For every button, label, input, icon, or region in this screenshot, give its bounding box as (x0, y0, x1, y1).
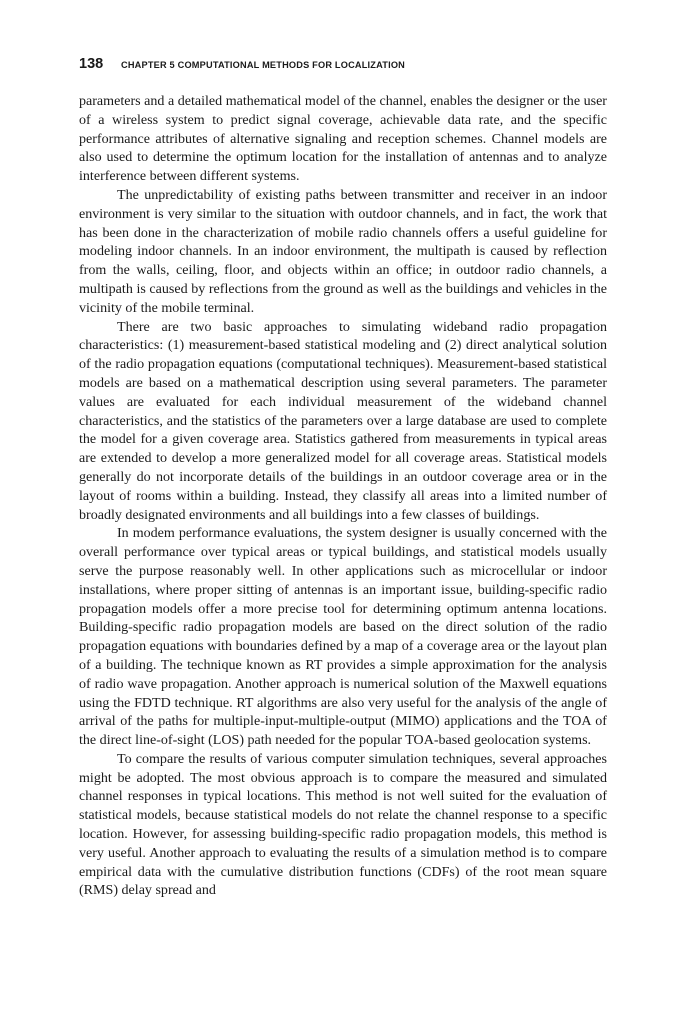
running-header (79, 53, 609, 75)
page-number: 138 (79, 56, 104, 72)
body-text (79, 92, 607, 900)
paragraph-performance-evaluations: In modem performance evaluations, the system designer is usually concerned with the overall performance over typical areas or typical buildings, and statistical models usually serve the purpose reasonably well. In other applications such as microcellular or indoor installations, where proper sitting of antennas is an important issue, building-specific radio propagation models offer a more precise tool for determining optimum antenna locations. Building-specific radio propagation models are based on the direct solution of the radio propagation equations with boundaries defined by a map of a coverage area or the layout plan of a building. The technique known as RT provides a simple approximation for the analysis of radio wave propagation. Another approach is numerical solution of the Maxwell equations using the FDTD technique. RT algorithms are also very useful for the analysis of the angle of arrival of the paths for multiple-input-multiple-output (MIMO) applications and the TOA of the direct line-of-sight (LOS) path needed for the popular TOA-based geolocation systems. (79, 525, 607, 749)
paragraph-indoor-paths: The unpredictability of existing paths between transmitter and receiver in an indoor environment is very similar to the situation with outdoor channels, and in fact, the work that has been done in the characterization of mobile radio channels offers a useful guideline for modeling indoor channels. In an indoor environment, the multipath is caused by reflection from the walls, ceiling, floor, and objects within an office; in outdoor radio channels, a multipath is caused by reflections from the ground as well as the buildings and vehicles in the vicinity of the mobile terminal. (79, 186, 607, 316)
paragraph-simulation-approaches: There are two basic approaches to simulating wideband radio propagation characteristics: (1) measurement-based statistical modeling and (2) direct analytical solution of the radio propagation equations (computational techniques). Measurement-based statistical models are based on a mathematical description using several parameters. The parameter values are evaluated for each individual measurement of the wideband channel characteristics, and the statistics of the parameters over a large database are used to complete the model for a given coverage area. Statistics gathered from measurements in typical areas are extended to develop a more generalized model for all coverage areas. Statistical models generally do not incorporate details of the buildings in an outdoor coverage area or in the layout of rooms within a building. Instead, they classify all areas into a limited number of broadly designated environments and all buildings into a few classes of buildings. (79, 318, 607, 523)
paragraph-comparison-methods: To compare the results of various computer simulation techniques, several approaches might be adopted. The most obvious approach is to compare the measured and simulated channel responses in typical locations. This method is not well suited for the evaluation of statistical models, because statistical models do not relate the channel response to a specific location. However, for assessing building-specific radio propagation models, this method is very useful. Another approach to evaluating the results of a simulation method is to compare empirical data with the cumulative distribution functions (CDFs) of the root mean square (RMS) delay spread and (79, 750, 607, 899)
chapter-title: CHAPTER 5 COMPUTATIONAL METHODS FOR LOCALIZATION (121, 60, 406, 70)
paragraph-continuation: parameters and a detailed mathematical model of the channel, enables the designer or the user of a wireless system to predict signal coverage, achievable data rate, and the specific performance attributes of alternative signaling and reception schemes. Channel models are also used to determine the optimum location for the installation of antennas and to analyze interference between different systems. (79, 93, 607, 185)
